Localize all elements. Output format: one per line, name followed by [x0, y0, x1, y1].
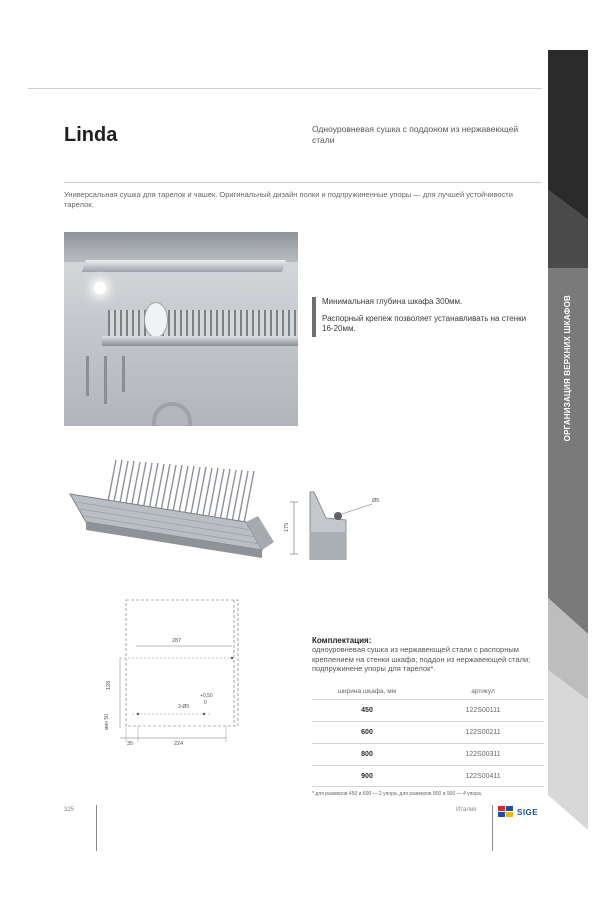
dim-128: 128	[106, 680, 112, 690]
cell-width: 600	[361, 729, 373, 736]
section-label	[546, 268, 588, 468]
cell-width: 450	[361, 707, 373, 714]
cell-width: 900	[361, 772, 373, 780]
brand-mark-icon	[498, 806, 514, 818]
kit-title: Комплектация:	[312, 636, 372, 645]
cabinet-bottom	[64, 232, 298, 262]
country-of-origin: Италия	[456, 807, 477, 813]
header-article: артикул	[471, 688, 495, 695]
side-mount-detail	[306, 486, 390, 560]
article-table	[312, 684, 544, 787]
utensil-hook	[86, 356, 89, 396]
top-divider	[28, 88, 542, 89]
table-row	[312, 699, 544, 721]
table-header	[312, 684, 544, 699]
table-row	[312, 743, 544, 765]
plate	[144, 302, 168, 338]
note-depth: Минимальная глубина шкафа 300мм.	[322, 297, 463, 306]
utensil-hook	[104, 356, 107, 404]
dimension-diagram	[96, 596, 252, 760]
pin-label: Ø5	[372, 498, 380, 504]
product-intro: Универсальная сушка для тарелок и чашек. Оригинальный дизайн полки и подпружиненные упоры — для лучшей устойчивости тарелок.	[64, 190, 513, 209]
brand-logo	[498, 806, 538, 818]
dim-287: 287	[172, 638, 182, 644]
cell-article: 122S00111	[465, 707, 501, 714]
product-title: Linda	[64, 124, 118, 146]
dim-tol0: 0	[204, 700, 207, 706]
lift-door	[82, 260, 286, 272]
product-subtitle: Одноуровневая сушка с поддоном из нержавеющей стали	[312, 124, 519, 145]
footer-divider-right	[492, 805, 493, 851]
brand-name: SIGE	[517, 807, 539, 817]
dim-224: 224	[174, 741, 184, 747]
title-divider	[64, 182, 542, 183]
pin-detail	[334, 512, 342, 520]
header-width: ширина шкафа, мм	[337, 688, 397, 695]
dim-min50: мин 50	[104, 714, 110, 730]
cabinet-light	[94, 282, 106, 294]
dim-tol: +0,50	[200, 693, 213, 699]
drip-tray	[102, 336, 298, 346]
table-row	[312, 721, 544, 743]
cell-article: 122S00211	[465, 729, 501, 736]
cell-article: 122S00311	[465, 751, 501, 758]
cell-width: 800	[361, 751, 373, 758]
kit-description: одноуровневая сушка из нержавеющей стали с распорным креплением на стенки шкафа; поддон из нержавеющей стали; подпружинене упоры для тарелок*.	[312, 645, 531, 673]
table-footnote: * для размеров 450 и 600 — 2 упора, для размеров 800 и 900 — 4 упора.	[312, 791, 483, 797]
utensil-hook	[122, 356, 125, 392]
section-label-text: ОРГАНИЗАЦИЯ ВЕРХНИХ ШКАФОВ	[562, 294, 572, 442]
note-mount: Распорный крепеж позволяет устанавливать на стенки 16-20мм.	[322, 314, 527, 333]
height-label: 175	[284, 522, 290, 532]
table-row	[312, 765, 544, 787]
footer-divider-left	[96, 805, 97, 851]
page-number: 325	[64, 807, 75, 813]
product-photo	[64, 232, 298, 426]
note-accent-bar	[312, 297, 316, 337]
dim-hole: 3-Ø5	[178, 704, 190, 710]
cell-article: 122S00411	[465, 772, 501, 780]
pot	[152, 402, 192, 426]
dim-35: 35	[127, 741, 134, 747]
rack-product-image	[66, 446, 302, 574]
